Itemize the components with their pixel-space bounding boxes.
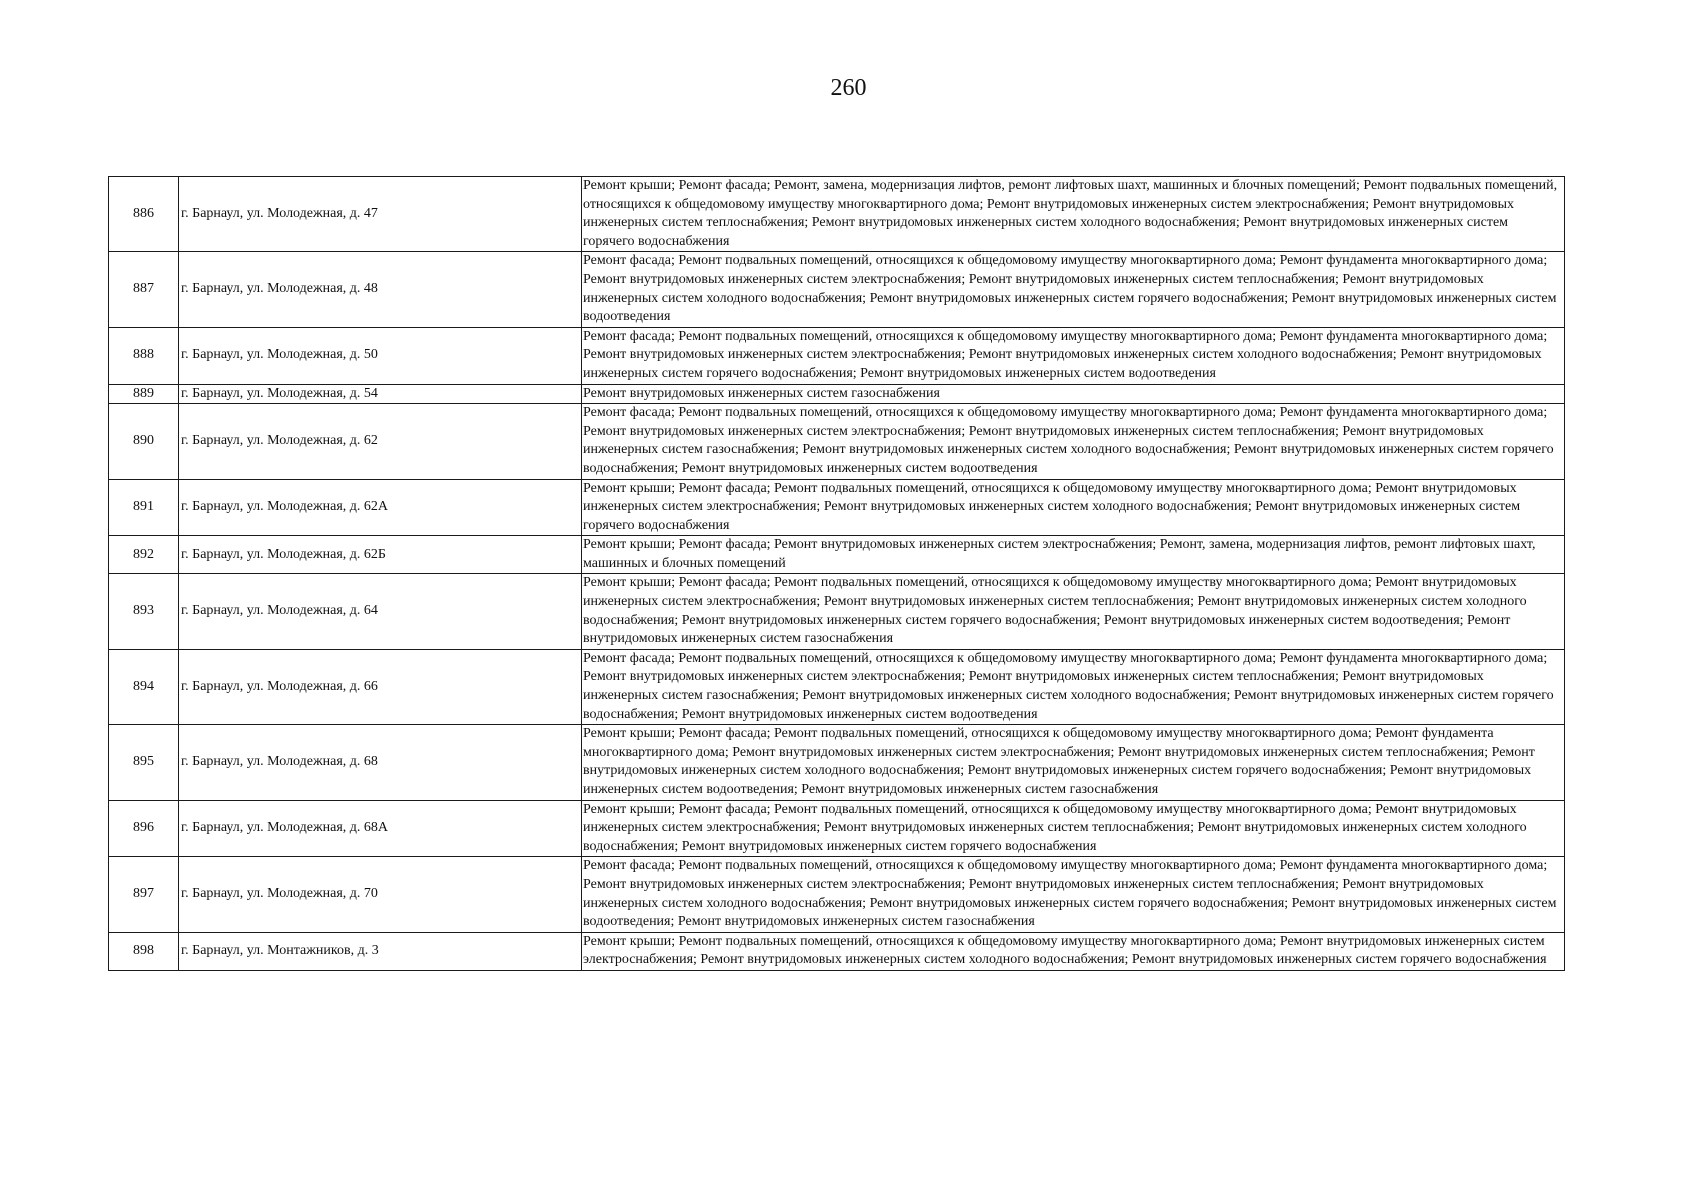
row-address: г. Барнаул, ул. Молодежная, д. 68 bbox=[179, 725, 582, 800]
repair-registry-table bbox=[108, 176, 1565, 971]
row-address: г. Барнаул, ул. Молодежная, д. 62 bbox=[179, 404, 582, 479]
row-works: Ремонт фасада; Ремонт подвальных помещений, относящихся к общедомовому имуществу многоквартирного дома; Ремонт фундамента многоквартирного дома; Ремонт внутридомовых инженерных систем электроснабжения; Ремонт внутридомовых инженерных систем теплоснабжения; Ремонт внутридомовых инженерных систем холодного водоснабжения; Ремонт внутридомовых инженерных систем горячего водоснабжения; Ремонт внутридомовых инженерных систем водоотведения bbox=[582, 252, 1565, 327]
table-row bbox=[109, 932, 1565, 970]
table-row bbox=[109, 252, 1565, 327]
row-number: 889 bbox=[109, 384, 179, 404]
row-address: г. Барнаул, ул. Молодежная, д. 66 bbox=[179, 649, 582, 724]
table-row bbox=[109, 649, 1565, 724]
row-number: 891 bbox=[109, 479, 179, 536]
row-address: г. Барнаул, ул. Монтажников, д. 3 bbox=[179, 932, 582, 970]
table-row bbox=[109, 404, 1565, 479]
table-row bbox=[109, 177, 1565, 252]
row-works: Ремонт крыши; Ремонт фасада; Ремонт внутридомовых инженерных систем электроснабжения; Ремонт, замена, модернизация лифтов, ремонт лифтовых шахт, машинных и блочных помещений bbox=[582, 536, 1565, 574]
row-works: Ремонт фасада; Ремонт подвальных помещений, относящихся к общедомовому имуществу многоквартирного дома; Ремонт фундамента многоквартирного дома; Ремонт внутридомовых инженерных систем электроснабжения; Ремонт внутридомовых инженерных систем холодного водоснабжения; Ремонт внутридомовых инженерных систем горячего водоснабжения; Ремонт внутридомовых инженерных систем водоотведения bbox=[582, 327, 1565, 384]
row-address: г. Барнаул, ул. Молодежная, д. 62А bbox=[179, 479, 582, 536]
row-address: г. Барнаул, ул. Молодежная, д. 62Б bbox=[179, 536, 582, 574]
row-number: 896 bbox=[109, 800, 179, 857]
table-row bbox=[109, 857, 1565, 932]
row-works: Ремонт фасада; Ремонт подвальных помещений, относящихся к общедомовому имуществу многоквартирного дома; Ремонт фундамента многоквартирного дома; Ремонт внутридомовых инженерных систем электроснабжения; Ремонт внутридомовых инженерных систем теплоснабжения; Ремонт внутридомовых инженерных систем газоснабжения; Ремонт внутридомовых инженерных систем холодного водоснабжения; Ремонт внутридомовых инженерных систем горячего водоснабжения; Ремонт внутридомовых инженерных систем водоотведения bbox=[582, 404, 1565, 479]
row-address: г. Барнаул, ул. Молодежная, д. 70 bbox=[179, 857, 582, 932]
row-number: 887 bbox=[109, 252, 179, 327]
table-row bbox=[109, 536, 1565, 574]
table-row bbox=[109, 574, 1565, 649]
row-works: Ремонт крыши; Ремонт фасада; Ремонт подвальных помещений, относящихся к общедомовому имуществу многоквартирного дома; Ремонт внутридомовых инженерных систем электроснабжения; Ремонт внутридомовых инженерных систем холодного водоснабжения; Ремонт внутридомовых инженерных систем горячего водоснабжения bbox=[582, 479, 1565, 536]
row-number: 890 bbox=[109, 404, 179, 479]
row-works: Ремонт крыши; Ремонт подвальных помещений, относящихся к общедомовому имуществу многоквартирного дома; Ремонт внутридомовых инженерных систем электроснабжения; Ремонт внутридомовых инженерных систем холодного водоснабжения; Ремонт внутридомовых инженерных систем горячего водоснабжения bbox=[582, 932, 1565, 970]
row-works: Ремонт внутридомовых инженерных систем газоснабжения bbox=[582, 384, 1565, 404]
table-row bbox=[109, 327, 1565, 384]
table-row bbox=[109, 479, 1565, 536]
table-row bbox=[109, 384, 1565, 404]
row-number: 893 bbox=[109, 574, 179, 649]
table-body bbox=[109, 177, 1565, 971]
row-number: 897 bbox=[109, 857, 179, 932]
table-row bbox=[109, 800, 1565, 857]
row-address: г. Барнаул, ул. Молодежная, д. 54 bbox=[179, 384, 582, 404]
row-number: 895 bbox=[109, 725, 179, 800]
row-number: 892 bbox=[109, 536, 179, 574]
row-works: Ремонт фасада; Ремонт подвальных помещений, относящихся к общедомовому имуществу многоквартирного дома; Ремонт фундамента многоквартирного дома; Ремонт внутридомовых инженерных систем электроснабжения; Ремонт внутридомовых инженерных систем теплоснабжения; Ремонт внутридомовых инженерных систем холодного водоснабжения; Ремонт внутридомовых инженерных систем горячего водоснабжения; Ремонт внутридомовых инженерных систем водоотведения; Ремонт внутридомовых инженерных систем газоснабжения bbox=[582, 857, 1565, 932]
row-works: Ремонт крыши; Ремонт фасада; Ремонт подвальных помещений, относящихся к общедомовому имуществу многоквартирного дома; Ремонт внутридомовых инженерных систем электроснабжения; Ремонт внутридомовых инженерных систем теплоснабжения; Ремонт внутридомовых инженерных систем холодного водоснабжения; Ремонт внутридомовых инженерных систем горячего водоснабжения; Ремонт внутридомовых инженерных систем водоотведения; Ремонт внутридомовых инженерных систем газоснабжения bbox=[582, 574, 1565, 649]
row-number: 898 bbox=[109, 932, 179, 970]
page-number: 260 bbox=[830, 75, 867, 101]
row-works: Ремонт крыши; Ремонт фасада; Ремонт подвальных помещений, относящихся к общедомовому имуществу многоквартирного дома; Ремонт внутридомовых инженерных систем электроснабжения; Ремонт внутридомовых инженерных систем теплоснабжения; Ремонт внутридомовых инженерных систем холодного водоснабжения; Ремонт внутридомовых инженерных систем горячего водоснабжения bbox=[582, 800, 1565, 857]
row-number: 886 bbox=[109, 177, 179, 252]
row-works: Ремонт крыши; Ремонт фасада; Ремонт подвальных помещений, относящихся к общедомовому имуществу многоквартирного дома; Ремонт фундамента многоквартирного дома; Ремонт внутридомовых инженерных систем электроснабжения; Ремонт внутридомовых инженерных систем теплоснабжения; Ремонт внутридомовых инженерных систем холодного водоснабжения; Ремонт внутридомовых инженерных систем горячего водоснабжения; Ремонт внутридомовых инженерных систем водоотведения; Ремонт внутридомовых инженерных систем газоснабжения bbox=[582, 725, 1565, 800]
row-address: г. Барнаул, ул. Молодежная, д. 50 bbox=[179, 327, 582, 384]
row-address: г. Барнаул, ул. Молодежная, д. 64 bbox=[179, 574, 582, 649]
row-number: 888 bbox=[109, 327, 179, 384]
row-number: 894 bbox=[109, 649, 179, 724]
table-row bbox=[109, 725, 1565, 800]
row-address: г. Барнаул, ул. Молодежная, д. 48 bbox=[179, 252, 582, 327]
row-works: Ремонт крыши; Ремонт фасада; Ремонт, замена, модернизация лифтов, ремонт лифтовых шахт, машинных и блочных помещений; Ремонт подвальных помещений, относящихся к общедомовому имуществу многоквартирного дома; Ремонт внутридомовых инженерных систем электроснабжения; Ремонт внутридомовых инженерных систем теплоснабжения; Ремонт внутридомовых инженерных систем холодного водоснабжения; Ремонт внутридомовых инженерных систем горячего водоснабжения bbox=[582, 177, 1565, 252]
row-address: г. Барнаул, ул. Молодежная, д. 47 bbox=[179, 177, 582, 252]
row-address: г. Барнаул, ул. Молодежная, д. 68А bbox=[179, 800, 582, 857]
row-works: Ремонт фасада; Ремонт подвальных помещений, относящихся к общедомовому имуществу многоквартирного дома; Ремонт фундамента многоквартирного дома; Ремонт внутридомовых инженерных систем электроснабжения; Ремонт внутридомовых инженерных систем теплоснабжения; Ремонт внутридомовых инженерных систем газоснабжения; Ремонт внутридомовых инженерных систем холодного водоснабжения; Ремонт внутридомовых инженерных систем горячего водоснабжения; Ремонт внутридомовых инженерных систем водоотведения bbox=[582, 649, 1565, 724]
